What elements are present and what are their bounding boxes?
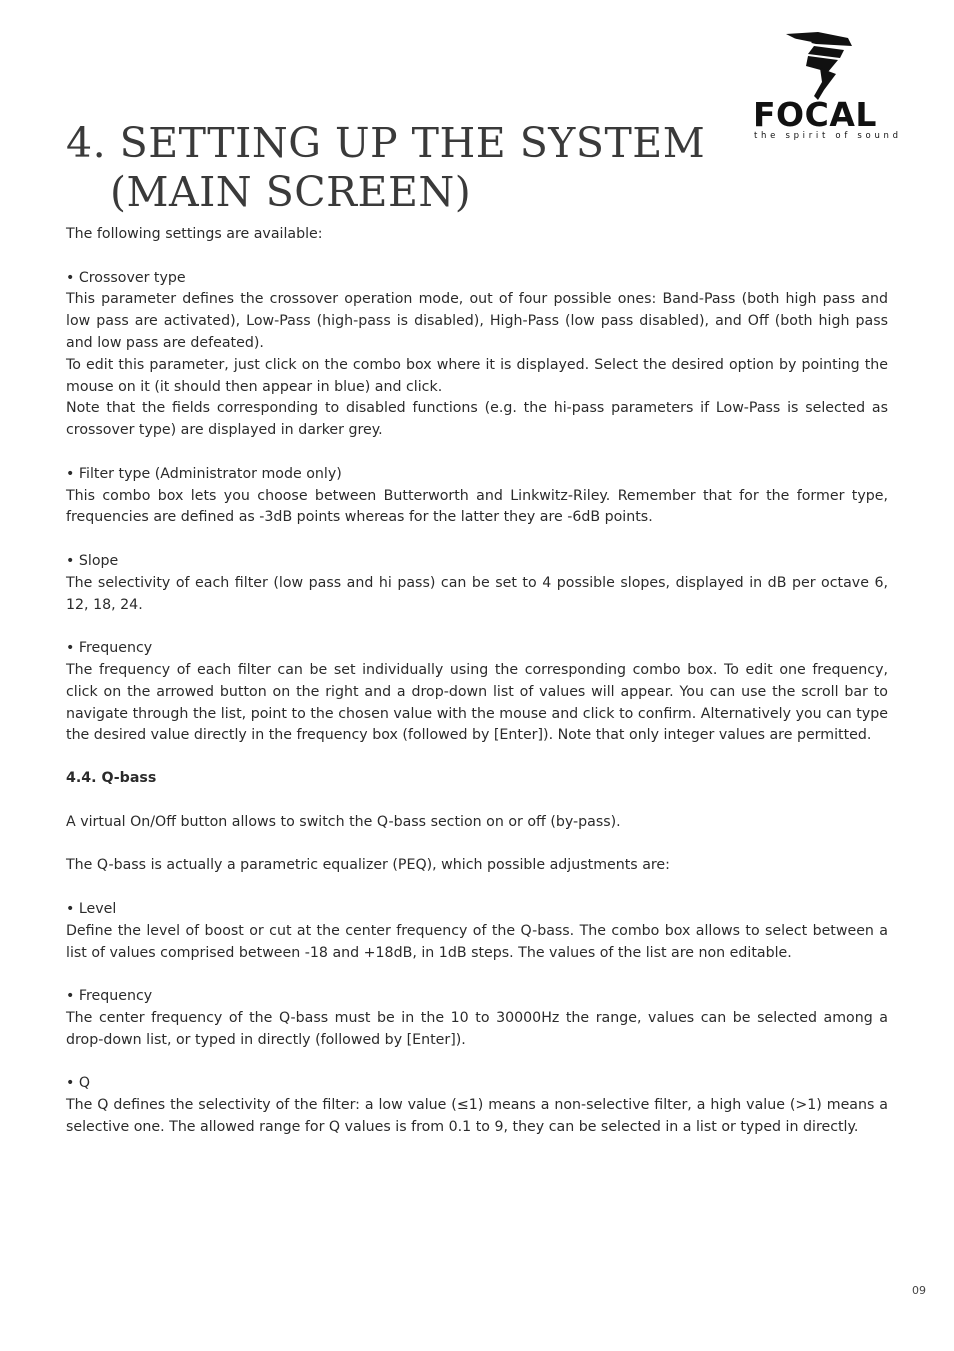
level-heading: • Level [66,900,117,917]
page-title [66,119,706,217]
qbass-frequency-heading: • Frequency [66,988,153,1005]
filter-paragraph: This combo box lets you choose between Butterworth and Linkwitz-Riley. Remember that for the former type, frequencies are defined as -3dB points whereas for the latter they are -6dB points. [66,487,888,526]
qbass-paragraph-1: A virtual On/Off button allows to switch the Q-bass section on or off (by-pass). [66,813,621,830]
slope-paragraph: The selectivity of each filter (low pass and hi pass) can be set to 4 possible slopes, displayed in dB per octave 6, 12, 18, 24. [66,574,888,613]
focal-logo [748,30,902,145]
crossover-paragraph-3: Note that the fields corresponding to disabled functions (e.g. the hi-pass parameters if Low-Pass is selected as crossover type) are displayed in darker grey. [66,400,888,439]
focal-swirl-icon [778,30,858,100]
intro-text: The following settings are available: [66,226,323,242]
qbass-paragraph-2: The Q-bass is actually a parametric equalizer (PEQ), which possible adjustments are: [66,857,670,874]
frequency-heading: • Frequency [66,640,153,657]
slope-heading: • Slope [66,552,119,569]
q-heading: • Q [66,1075,91,1092]
logo-wordmark: FOCAL [753,95,877,134]
page-number: 09 [912,1284,926,1297]
crossover-paragraph-2: To edit this parameter, just click on the combo box where it is displayed. Select the desired option by pointing the mouse on it (it should then appear in blue) and click. [66,356,888,395]
frequency-paragraph: The frequency of each filter can be set individually using the corresponding combo box. To edit one frequency, click on the arrowed button on the right and a drop-down list of values will appear. You can use the scroll bar to navigate through the list, point to the chosen value with the mouse and click to confirm. Alternatively you can type the desired value directly in the frequency box (followed by [Enter]). Note that only integer values are permitted. [66,661,888,744]
logo-tagline: the spirit of sound [754,131,902,141]
filter-heading: • Filter type (Administrator mode only) [66,465,342,482]
main-content [66,224,888,1139]
crossover-heading: • Crossover type [66,269,186,286]
qbass-section-heading: 4.4. Q-bass [66,770,157,787]
page-title-line-2: (MAIN SCREEN) [110,168,472,217]
level-paragraph: Define the level of boost or cut at the center frequency of the Q-bass. The combo box allows to select between a list of values comprised between -18 and +18dB, in 1dB steps. The values of the list are non editable. [66,922,888,961]
qbass-frequency-paragraph: The center frequency of the Q-bass must be in the 10 to 30000Hz the range, values can be selected among a drop-down list, or typed in directly (followed by [Enter]). [66,1009,888,1048]
page-title-line-1: 4. SETTING UP THE SYSTEM [66,119,706,168]
crossover-paragraph-1: This parameter defines the crossover operation mode, out of four possible ones: Band-Pass (both high pass and low pass are activated), Low-Pass (high-pass is disabled), High-Pass (low pass disabled), and Off (both high pass and low pass are defeated). [66,291,888,351]
q-paragraph: The Q defines the selectivity of the filter: a low value (≤1) means a non-selective filter, a high value (>1) means a selective one. The allowed range for Q values is from 0.1 to 9, they can be selected in a list or typed in directly. [66,1097,888,1135]
